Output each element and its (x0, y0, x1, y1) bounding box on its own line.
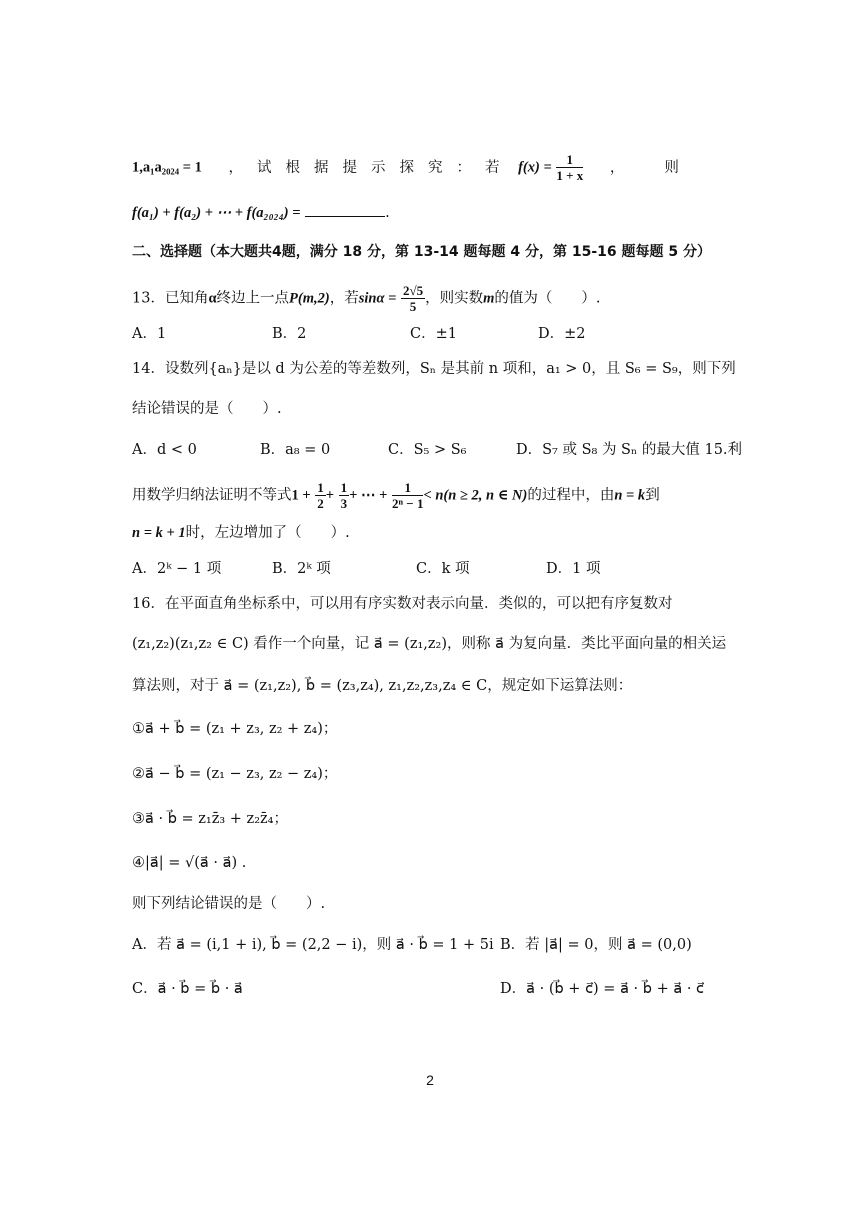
q15-text-a: 用数学归纳法证明不等式 (132, 487, 292, 504)
fraction-numerator: 1 (392, 480, 423, 496)
fraction-numerator: 1 (340, 480, 348, 495)
fraction-denominator: 5 (409, 299, 417, 314)
q13-option-c[interactable]: C．±1 (410, 326, 457, 342)
page-number: 2 (426, 1072, 434, 1088)
section-title: 二、选择题（本大题共4题，满分 18 分，第 13-14 题每题 4 分，第 15-16 题每题 5 分） (132, 244, 711, 260)
q13-fraction (401, 283, 425, 314)
q15-option-a[interactable]: A．2ᵏ − 1 项 (132, 561, 222, 577)
q12-sum: f(a₁) + f(a₂) + ⋯ + f(a₂₀₂₄) = (132, 205, 301, 221)
q16-stem-line2: (z₁,z₂)(z₁,z₂ ∈ C) 看作一个向量，记 a⃗ = (z₁,z₂)，则称 a⃗ 为复向量．类比平面向量的相关运 (132, 636, 727, 652)
q13-option-b[interactable]: B．2 (272, 326, 307, 342)
q13-option-a[interactable]: A．1 (132, 326, 167, 342)
q15-text-b: 的过程中，由 (527, 487, 615, 504)
q14-option-c[interactable]: C．S₅ > S₆ (388, 442, 467, 458)
q16-option-a[interactable]: A．若 a⃗ = (i,1 + i), b⃗ = (2,2 − i)，则 a⃗ · b⃗ = 1 + 5i (132, 937, 494, 953)
fraction-denominator: 2ⁿ − 1 (392, 496, 424, 511)
q16-rule-2: ②a⃗ − b⃗ = (z₁ − z₃, z₂ − z₄)； (132, 766, 338, 782)
q12-hint: ，试根据提示探究：若 (228, 159, 514, 176)
q12-continuation (132, 152, 732, 183)
q16-option-b[interactable]: B．若 |a⃗| = 0，则 a⃗ = (0,0) (500, 937, 692, 953)
q13-text-c: ，若 (329, 290, 359, 307)
fraction-denominator: 1 + x (556, 168, 584, 183)
q13-var: m (483, 290, 495, 307)
q15-stem-line1: 用数学归纳法证明不等式1 + $\frac{1}{2}$ + $\frac{1}{3}$ + ⋯ + $\frac{1}{\text{2ⁿ − 1}}$ < n(n ≥ 2, n ∈ N)的过程中，由n = k到 (132, 480, 660, 511)
q14-stem-line2: 结论错误的是（ ）. (132, 401, 282, 417)
q13-option-d[interactable]: D．±2 (538, 326, 586, 342)
q15-ineq-c: < n(n ≥ 2, n ∈ N) (423, 487, 528, 504)
q15-nk: n = k (614, 487, 646, 504)
q13-sin: sinα = (358, 290, 397, 307)
q13-text-a: 13．已知角 (132, 290, 209, 307)
q15-option-b[interactable]: B．2ᵏ 项 (272, 561, 331, 577)
fraction-numerator: 1 (317, 480, 324, 495)
q15-stem-line2 (132, 522, 732, 544)
q12-sum-line (132, 202, 732, 224)
q15-option-c[interactable]: C．k 项 (416, 561, 470, 577)
q15-ineq-a: 1 + (291, 487, 311, 504)
q15-nk1: n = k + 1 (132, 525, 186, 541)
q15-fraction-1 (315, 480, 326, 511)
q12-period: . (385, 205, 390, 221)
fraction-numerator: 1 (556, 152, 583, 168)
answer-blank[interactable] (305, 202, 385, 217)
q12-fraction (556, 152, 583, 183)
q15-ineq-b: + ⋯ + (349, 487, 388, 504)
q16-option-d[interactable]: D．a⃗ · (b⃗ + c⃗) = a⃗ · b⃗ + a⃗ · c⃗ (500, 981, 705, 997)
fraction-numerator: 2√5 (402, 283, 424, 298)
q16-option-c[interactable]: C．a⃗ · b⃗ = b⃗ · a⃗ (132, 981, 243, 997)
q13-text-e: 的值为（ ）. (494, 290, 601, 307)
q16-rule-1: ①a⃗ + b⃗ = (z₁ + z₃, z₂ + z₄)； (132, 721, 338, 737)
q13-stem: 13．已知角α终边上一点P(m,2)，若sinα = $\frac{2√5}{5}$ ，则实数m的值为（ ）. (132, 283, 601, 314)
q15-to: 到 (645, 487, 660, 504)
q14-option-d[interactable]: D．S₇ 或 S₈ 为 Sₙ 的最大值 15.利 (516, 442, 743, 458)
q16-stem-line1: 16．在平面直角坐标系中，可以用有序实数对表示向量．类似的，可以把有序复数对 (132, 596, 673, 612)
q12-then: ，则 (609, 159, 719, 176)
fraction-denominator: 2 (317, 496, 324, 511)
fraction-denominator: 3 (340, 496, 348, 511)
q13-text-d: ，则实数 (425, 290, 484, 307)
q12-func: f(x) = (518, 159, 552, 176)
q16-rule-4: ④|a⃗| = √(a⃗ · a⃗) . (132, 855, 247, 871)
q15-text-c: 时，左边增加了（ ）. (185, 525, 350, 541)
q12-lead: 1,a₁a₂₀₂₄ = 1 (132, 159, 202, 176)
q14-option-b[interactable]: B．a₈ = 0 (260, 442, 331, 458)
q14-option-a[interactable]: A．d < 0 (132, 442, 197, 458)
q15-fraction-2 (339, 480, 350, 511)
q16-question: 则下列结论错误的是（ ）. (132, 896, 326, 912)
q13-text-b: 终边上一点 (216, 290, 290, 307)
q16-stem-line3: 算法则，对于 a⃗ = (z₁,z₂), b⃗ = (z₃,z₄), z₁,z₂,z₃,z₄ ∈ C，规定如下运算法则： (132, 678, 633, 694)
q14-stem-line1: 14．设数列{aₙ}是以 d 为公差的等差数列，Sₙ 是其前 n 项和，a₁ > 0，且 S₆ = S₉，则下列 (132, 361, 736, 377)
q13-point: P(m,2) (289, 290, 330, 307)
q15-option-d[interactable]: D．1 项 (546, 561, 601, 577)
q15-fraction-3 (392, 480, 423, 511)
q16-rule-3: ③a⃗ · b⃗ = z₁z̄₃ + z₂z̄₄； (132, 811, 288, 827)
